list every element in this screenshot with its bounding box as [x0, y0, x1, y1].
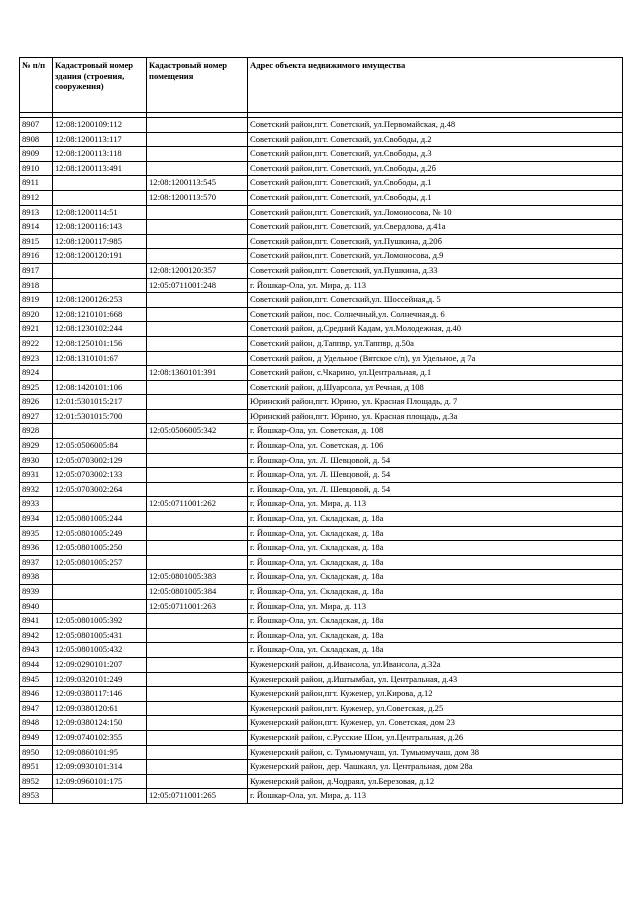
premises-cadastral-cell [147, 745, 248, 760]
building-cadastral-cell: 12:05:0801005:244 [53, 512, 147, 527]
address-cell: Советский район,пгт. Советский, ул.Свободы, д.2б [248, 161, 623, 176]
row-number-cell: 8925 [20, 380, 53, 395]
row-number-cell: 8928 [20, 424, 53, 439]
row-number-cell: 8907 [20, 118, 53, 133]
row-number-cell: 8952 [20, 774, 53, 789]
table-row [20, 628, 623, 643]
address-cell: Юринский район,пгт. Юрино, ул. Красная площадь, д.3а [248, 409, 623, 424]
building-cadastral-cell: 12:09:0320101:249 [53, 672, 147, 687]
row-number-cell: 8953 [20, 789, 53, 804]
table-row [20, 176, 623, 191]
premises-cadastral-cell [147, 453, 248, 468]
address-cell: Советский район,пгт. Советский, ул.Свободы, д.2 [248, 132, 623, 147]
premises-cadastral-cell [147, 760, 248, 775]
premises-cadastral-cell [147, 220, 248, 235]
header-num: № п/п [20, 58, 53, 113]
table-row [20, 118, 623, 133]
row-number-cell: 8916 [20, 249, 53, 264]
building-cadastral-cell [53, 190, 147, 205]
row-number-cell: 8935 [20, 526, 53, 541]
premises-cadastral-cell [147, 628, 248, 643]
premises-cadastral-cell: 12:05:0506005:342 [147, 424, 248, 439]
building-cadastral-cell: 12:08:1310101:67 [53, 351, 147, 366]
row-number-cell: 8914 [20, 220, 53, 235]
address-cell: Советский район,пгт. Советский, ул.Ломоносова, д.9 [248, 249, 623, 264]
row-number-cell: 8919 [20, 293, 53, 308]
address-cell: г. Йошкар-Ола, ул. Складская, д. 18а [248, 541, 623, 556]
table-row [20, 482, 623, 497]
building-cadastral-cell: 12:08:1230102:244 [53, 322, 147, 337]
row-number-cell: 8912 [20, 190, 53, 205]
table-row [20, 322, 623, 337]
address-cell: Юринский район,пгт. Юрино, ул. Красная Площадь, д. 7 [248, 395, 623, 410]
address-cell: г. Йошкар-Ола, ул. Складская, д. 18а [248, 585, 623, 600]
building-cadastral-cell: 12:08:1200113:118 [53, 147, 147, 162]
table-row [20, 234, 623, 249]
building-cadastral-cell: 12:05:0801005:432 [53, 643, 147, 658]
table-row [20, 497, 623, 512]
building-cadastral-cell [53, 497, 147, 512]
table-row [20, 526, 623, 541]
address-cell: г. Йошкар-Ола, ул. Мира, д. 113 [248, 789, 623, 804]
address-cell: Советский район,пгт. Советский, ул.Ломоносова, № 10 [248, 205, 623, 220]
building-cadastral-cell: 12:08:1200116:143 [53, 220, 147, 235]
building-cadastral-cell: 12:08:1200113:491 [53, 161, 147, 176]
row-number-cell: 8918 [20, 278, 53, 293]
premises-cadastral-cell: 12:05:0711001:263 [147, 599, 248, 614]
premises-cadastral-cell [147, 643, 248, 658]
building-cadastral-cell: 12:09:0380120:61 [53, 701, 147, 716]
premises-cadastral-cell [147, 701, 248, 716]
premises-cadastral-cell [147, 336, 248, 351]
address-cell: Куженерский район, с. Тумьюмучаш, ул. Тумьюмучаш, дом 38 [248, 745, 623, 760]
table-row [20, 599, 623, 614]
building-cadastral-cell: 12:05:0703002:264 [53, 482, 147, 497]
row-number-cell: 8915 [20, 234, 53, 249]
address-cell: Советский район, д.Средний Кадам, ул.Молодежная, д.40 [248, 322, 623, 337]
table-row [20, 161, 623, 176]
address-cell: Советский район, д.Таппвр, ул.Таппвр, д.50а [248, 336, 623, 351]
table-row [20, 657, 623, 672]
building-cadastral-cell [53, 789, 147, 804]
building-cadastral-cell: 12:09:0740102:355 [53, 730, 147, 745]
row-number-cell: 8933 [20, 497, 53, 512]
building-cadastral-cell: 12:08:1200114:51 [53, 205, 147, 220]
address-cell: Советский район, д.Шуарсола, ул Речная, д 108 [248, 380, 623, 395]
table-row [20, 512, 623, 527]
address-cell: г. Йошкар-Ола, ул. Л. Шевцовой, д. 54 [248, 482, 623, 497]
table-row [20, 672, 623, 687]
building-cadastral-cell: 12:09:0960101:175 [53, 774, 147, 789]
address-cell: г. Йошкар-Ола, ул. Л. Шевцовой, д. 54 [248, 453, 623, 468]
table-row [20, 585, 623, 600]
premises-cadastral-cell [147, 380, 248, 395]
table-row [20, 614, 623, 629]
premises-cadastral-cell [147, 307, 248, 322]
address-cell: Куженерский район, с.Русские Шои, ул.Центральная, д.26 [248, 730, 623, 745]
address-cell: Советский район, д Удельное (Вятское с/п), ул Удельное, д 7а [248, 351, 623, 366]
row-number-cell: 8913 [20, 205, 53, 220]
header-row [20, 58, 623, 113]
address-cell: Советский район,пгт. Советский, ул.Пушкина, д.33 [248, 263, 623, 278]
table-row [20, 716, 623, 731]
row-number-cell: 8910 [20, 161, 53, 176]
table-row [20, 395, 623, 410]
building-cadastral-cell: 12:08:1200126:253 [53, 293, 147, 308]
address-cell: Куженерский район,пгт. Куженер, ул.Кирова, д.12 [248, 687, 623, 702]
table-row [20, 687, 623, 702]
premises-cadastral-cell [147, 205, 248, 220]
building-cadastral-cell: 12:08:1210101:668 [53, 307, 147, 322]
premises-cadastral-cell: 12:05:0801005:384 [147, 585, 248, 600]
premises-cadastral-cell [147, 555, 248, 570]
table-row [20, 774, 623, 789]
building-cadastral-cell: 12:05:0506005:84 [53, 439, 147, 454]
premises-cadastral-cell [147, 132, 248, 147]
building-cadastral-cell: 12:08:1200109:112 [53, 118, 147, 133]
building-cadastral-cell: 12:05:0703002:133 [53, 468, 147, 483]
table-row [20, 132, 623, 147]
row-number-cell: 8950 [20, 745, 53, 760]
row-number-cell: 8921 [20, 322, 53, 337]
premises-cadastral-cell [147, 774, 248, 789]
row-number-cell: 8951 [20, 760, 53, 775]
table-row [20, 409, 623, 424]
building-cadastral-cell [53, 424, 147, 439]
building-cadastral-cell: 12:09:0380124:150 [53, 716, 147, 731]
premises-cadastral-cell [147, 468, 248, 483]
address-cell: г. Йошкар-Ола, ул. Мира, д. 113 [248, 278, 623, 293]
building-cadastral-cell [53, 599, 147, 614]
premises-cadastral-cell [147, 118, 248, 133]
row-number-cell: 8946 [20, 687, 53, 702]
premises-cadastral-cell: 12:08:1200120:357 [147, 263, 248, 278]
table-row [20, 307, 623, 322]
address-cell: Советский район,пгт. Советский, ул.Свободы, д.1 [248, 190, 623, 205]
table-row [20, 220, 623, 235]
address-cell: Советский район,пгт. Советский, ул.Первомайская, д.48 [248, 118, 623, 133]
table-row [20, 351, 623, 366]
building-cadastral-cell: 12:09:0930101:314 [53, 760, 147, 775]
address-cell: г. Йошкар-Ола, ул. Складская, д. 18а [248, 526, 623, 541]
building-cadastral-cell [53, 278, 147, 293]
row-number-cell: 8924 [20, 366, 53, 381]
address-cell: г. Йошкар-Ола, ул. Мира, д. 113 [248, 497, 623, 512]
row-number-cell: 8936 [20, 541, 53, 556]
building-cadastral-cell [53, 263, 147, 278]
address-cell: Советский район, с.Чкарино, ул.Центральная, д.1 [248, 366, 623, 381]
address-cell: г. Йошкар-Ола, ул. Складская, д. 18а [248, 570, 623, 585]
premises-cadastral-cell [147, 512, 248, 527]
table-row [20, 366, 623, 381]
premises-cadastral-cell [147, 293, 248, 308]
premises-cadastral-cell: 12:05:0711001:248 [147, 278, 248, 293]
address-cell: Советский район, пос. Солнечный,ул. Солнечная,д. 6 [248, 307, 623, 322]
building-cadastral-cell [53, 570, 147, 585]
table-row [20, 570, 623, 585]
premises-cadastral-cell [147, 526, 248, 541]
building-cadastral-cell: 12:08:1200113:117 [53, 132, 147, 147]
table-row [20, 643, 623, 658]
building-cadastral-cell: 12:05:0801005:392 [53, 614, 147, 629]
premises-cadastral-cell [147, 395, 248, 410]
address-cell: Куженерский район,пгт. Куженер, ул. Советская, дом 23 [248, 716, 623, 731]
building-cadastral-cell: 12:01:5301015:700 [53, 409, 147, 424]
registry-table [19, 57, 623, 804]
table-row [20, 147, 623, 162]
address-cell: Советский район,пгт. Советский,ул. Шоссейная,д. 5 [248, 293, 623, 308]
table-row [20, 760, 623, 775]
premises-cadastral-cell [147, 322, 248, 337]
premises-cadastral-cell [147, 249, 248, 264]
row-number-cell: 8931 [20, 468, 53, 483]
header-premises-cadastral: Кадастровый номер помещения [147, 58, 248, 113]
table-row [20, 555, 623, 570]
building-cadastral-cell [53, 585, 147, 600]
premises-cadastral-cell [147, 730, 248, 745]
row-number-cell: 8911 [20, 176, 53, 191]
building-cadastral-cell: 12:08:1420101:106 [53, 380, 147, 395]
premises-cadastral-cell [147, 716, 248, 731]
address-cell: Советский район,пгт. Советский, ул.Свободы, д.3 [248, 147, 623, 162]
row-number-cell: 8938 [20, 570, 53, 585]
table-row [20, 745, 623, 760]
address-cell: Куженерский район,пгт. Куженер, ул.Советская, д.25 [248, 701, 623, 716]
row-number-cell: 8945 [20, 672, 53, 687]
address-cell: Куженерский район, д.Иштымбал, ул. Центральная, д.43 [248, 672, 623, 687]
table-row [20, 439, 623, 454]
building-cadastral-cell: 12:05:0801005:250 [53, 541, 147, 556]
row-number-cell: 8939 [20, 585, 53, 600]
address-cell: г. Йошкар-Ола, ул. Мира, д. 113 [248, 599, 623, 614]
premises-cadastral-cell [147, 672, 248, 687]
table-row [20, 453, 623, 468]
premises-cadastral-cell [147, 439, 248, 454]
address-cell: г. Йошкар-Ола, ул. Советская, д. 108 [248, 424, 623, 439]
premises-cadastral-cell: 12:08:1360101:391 [147, 366, 248, 381]
row-number-cell: 8927 [20, 409, 53, 424]
row-number-cell: 8920 [20, 307, 53, 322]
premises-cadastral-cell [147, 409, 248, 424]
row-number-cell: 8943 [20, 643, 53, 658]
header-address: Адрес объекта недвижимого имущества [248, 58, 623, 113]
premises-cadastral-cell: 12:08:1200113:545 [147, 176, 248, 191]
table-row [20, 336, 623, 351]
building-cadastral-cell: 12:05:0801005:431 [53, 628, 147, 643]
table-row [20, 263, 623, 278]
row-number-cell: 8922 [20, 336, 53, 351]
row-number-cell: 8929 [20, 439, 53, 454]
table-row [20, 249, 623, 264]
row-number-cell: 8932 [20, 482, 53, 497]
table-row [20, 278, 623, 293]
premises-cadastral-cell [147, 147, 248, 162]
premises-cadastral-cell [147, 351, 248, 366]
address-cell: Советский район,пгт. Советский, ул.Пушкина, д.20б [248, 234, 623, 249]
building-cadastral-cell: 12:09:0380117:146 [53, 687, 147, 702]
table-row [20, 380, 623, 395]
premises-cadastral-cell: 12:05:0801005:383 [147, 570, 248, 585]
premises-cadastral-cell [147, 657, 248, 672]
premises-cadastral-cell [147, 541, 248, 556]
building-cadastral-cell: 12:08:1200117:985 [53, 234, 147, 249]
table-row [20, 730, 623, 745]
address-cell: Куженерский район, д.Ивансола, ул.Ивансола, д.32а [248, 657, 623, 672]
building-cadastral-cell: 12:05:0801005:249 [53, 526, 147, 541]
address-cell: г. Йошкар-Ола, ул. Складская, д. 18а [248, 512, 623, 527]
address-cell: г. Йошкар-Ола, ул. Складская, д. 18а [248, 628, 623, 643]
row-number-cell: 8941 [20, 614, 53, 629]
table-row [20, 293, 623, 308]
row-number-cell: 8908 [20, 132, 53, 147]
building-cadastral-cell [53, 176, 147, 191]
row-number-cell: 8948 [20, 716, 53, 731]
row-number-cell: 8930 [20, 453, 53, 468]
row-number-cell: 8940 [20, 599, 53, 614]
premises-cadastral-cell: 12:08:1200113:570 [147, 190, 248, 205]
table-row [20, 190, 623, 205]
row-number-cell: 8917 [20, 263, 53, 278]
address-cell: г. Йошкар-Ола, ул. Складская, д. 18а [248, 643, 623, 658]
table-row [20, 541, 623, 556]
building-cadastral-cell: 12:01:5301015:217 [53, 395, 147, 410]
building-cadastral-cell [53, 366, 147, 381]
building-cadastral-cell: 12:05:0703002:129 [53, 453, 147, 468]
address-cell: Советский район,пгт. Советский, ул.Свободы, д.1 [248, 176, 623, 191]
premises-cadastral-cell [147, 614, 248, 629]
header-building-cadastral: Кадастровый номер здания (строения, сооружения) [53, 58, 147, 113]
premises-cadastral-cell [147, 482, 248, 497]
row-number-cell: 8947 [20, 701, 53, 716]
premises-cadastral-cell: 12:05:0711001:262 [147, 497, 248, 512]
building-cadastral-cell: 12:08:1200120:191 [53, 249, 147, 264]
table-row [20, 701, 623, 716]
building-cadastral-cell: 12:05:0801005:257 [53, 555, 147, 570]
building-cadastral-cell: 12:09:0860101:95 [53, 745, 147, 760]
address-cell: Куженерский район, д.Чодраял, ул.Березовая, д.12 [248, 774, 623, 789]
table-row [20, 424, 623, 439]
row-number-cell: 8944 [20, 657, 53, 672]
address-cell: г. Йошкар-Ола, ул. Складская, д. 18а [248, 555, 623, 570]
table-row [20, 789, 623, 804]
address-cell: Куженерский район, дер. Чашкаял, ул. Центральная, дом 28а [248, 760, 623, 775]
row-number-cell: 8949 [20, 730, 53, 745]
address-cell: г. Йошкар-Ола, ул. Советская, д. 106 [248, 439, 623, 454]
address-cell: г. Йошкар-Ола, ул. Складская, д. 18а [248, 614, 623, 629]
building-cadastral-cell: 12:09:0290101:207 [53, 657, 147, 672]
row-number-cell: 8923 [20, 351, 53, 366]
registry-sheet [19, 57, 622, 804]
premises-cadastral-cell [147, 234, 248, 249]
table-row [20, 468, 623, 483]
premises-cadastral-cell: 12:05:0711001:265 [147, 789, 248, 804]
premises-cadastral-cell [147, 687, 248, 702]
row-number-cell: 8909 [20, 147, 53, 162]
table-row [20, 205, 623, 220]
building-cadastral-cell: 12:08:1250101:156 [53, 336, 147, 351]
row-number-cell: 8942 [20, 628, 53, 643]
row-number-cell: 8926 [20, 395, 53, 410]
address-cell: г. Йошкар-Ола, ул. Л. Шевцовой, д. 54 [248, 468, 623, 483]
row-number-cell: 8937 [20, 555, 53, 570]
premises-cadastral-cell [147, 161, 248, 176]
row-number-cell: 8934 [20, 512, 53, 527]
address-cell: Советский район,пгт. Советский, ул.Свердлова, д.41а [248, 220, 623, 235]
